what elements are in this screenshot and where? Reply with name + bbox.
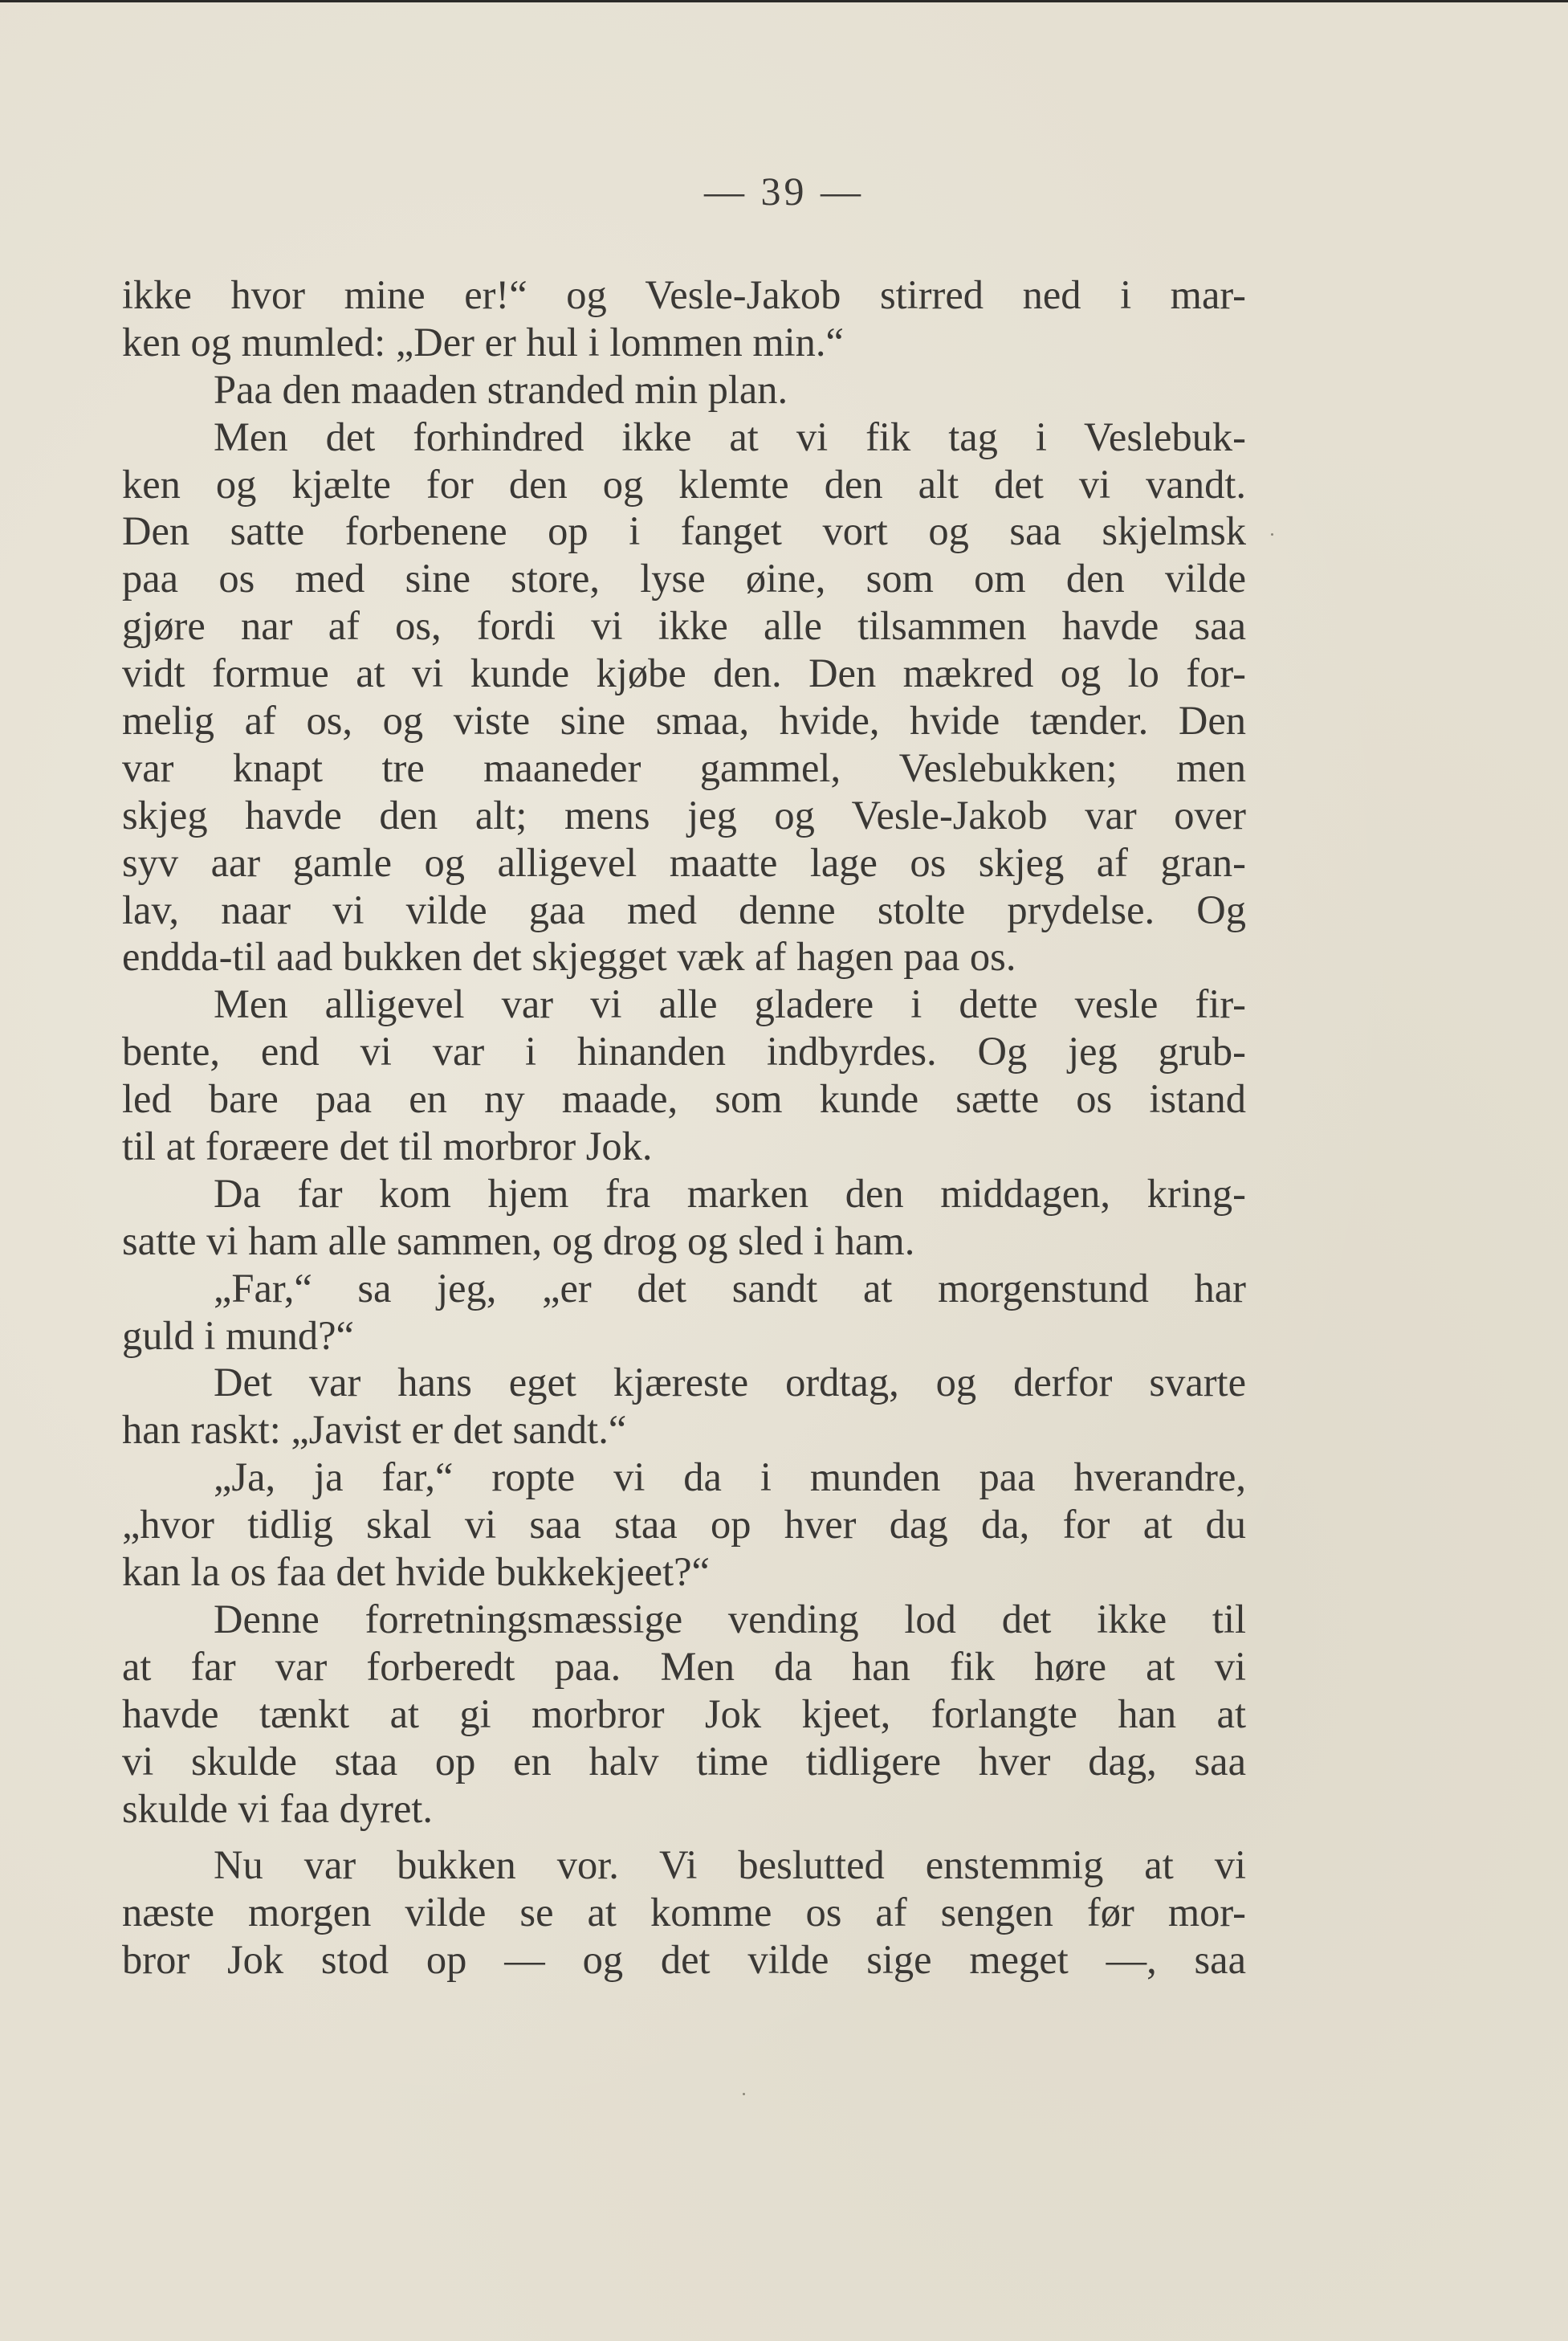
text-line: at far var forberedt paa. Men da han fik høre at vi (122, 1643, 1246, 1689)
text-line: var knapt tre maaneder gammel, Veslebukken; men (122, 744, 1246, 790)
text-line: Da far kom hjem fra marken den middagen, kring- (214, 1170, 1246, 1216)
text-line: paa os med sine store, lyse øine, som om den vilde (122, 556, 1246, 602)
text-line: Men alligevel var vi alle gladere i dette vesle fir- (214, 981, 1246, 1027)
scan-top-edge (0, 0, 1568, 2)
text-line: lav, naar vi vilde gaa med denne stolte prydelse. Og (122, 887, 1246, 932)
text-line: Den satte forbenene op i fanget vort og saa skjelmsk (122, 508, 1246, 554)
text-line: „Ja, ja far,“ ropte vi da i munden paa hverandre, (214, 1454, 1246, 1500)
text-line: led bare paa en ny maade, som kunde sætte os istand (122, 1076, 1246, 1122)
text-line: ikke hvor mine er!“ og Vesle-Jakob stirred ned i mar- (122, 272, 1246, 317)
paper-speck (743, 2093, 745, 2095)
text-line: melig af os, og viste sine smaa, hvide, hvide tænder. Den (122, 698, 1246, 744)
text-line: ken og mumled: „Der er hul i lommen min.“ (122, 319, 844, 365)
text-line: til at foræere det til morbror Jok. (122, 1124, 653, 1169)
text-line: vi skulde staa op en halv time tidligere hver dag, saa (122, 1738, 1246, 1784)
text-line: bente, end vi var i hinanden indbyrdes. Og jeg grub- (122, 1029, 1246, 1075)
text-line: næste morgen vilde se at komme os af sengen før mor- (122, 1890, 1246, 1935)
text-line: „Far,“ sa jeg, „er det sandt at morgenstund har (214, 1265, 1246, 1311)
text-line: guld i mund?“ (122, 1312, 354, 1358)
text-line: Denne forretningsmæssige vending lod det ikke til (214, 1596, 1246, 1642)
text-line: Paa den maaden stranded min plan. (214, 366, 788, 412)
text-line: havde tænkt at gi morbror Jok kjeet, forlangte han at (122, 1690, 1246, 1736)
text-line: kan la os faa det hvide bukkekjeet?“ (122, 1549, 710, 1595)
text-line: ken og kjælte for den og klemte den alt det vi vandt. (122, 461, 1246, 507)
text-line: Det var hans eget kjæreste ordtag, og derfor svarte (214, 1360, 1246, 1405)
text-line: bror Jok stod op — og det vilde sige meget —, saa (122, 1937, 1246, 1983)
text-line: skulde vi faa dyret. (122, 1785, 434, 1831)
text-line: vidt formue at vi kunde kjøbe den. Den mækred og lo for- (122, 651, 1246, 696)
body-text (122, 271, 1246, 1984)
text-line: endda-til aad bukken det skjegget væk af hagen paa os. (122, 934, 1016, 980)
paper-speck (1271, 533, 1273, 536)
text-line: satte vi ham alle sammen, og drog og sled i ham. (122, 1217, 915, 1263)
page-number: — 39 — (704, 169, 864, 214)
text-line: „hvor tidlig skal vi saa staa op hver dag da, for at du (122, 1502, 1246, 1548)
text-line: skjeg havde den alt; mens jeg og Vesle-Jakob var over (122, 792, 1246, 838)
text-line: gjøre nar af os, fordi vi ikke alle tilsammen havde saa (122, 603, 1246, 649)
text-line: han raskt: „Javist er det sandt.“ (122, 1407, 627, 1453)
text-line: syv aar gamle og alligevel maatte lage os skjeg af gran- (122, 839, 1246, 885)
text-line: Men det forhindred ikke at vi fik tag i Veslebuk- (214, 414, 1246, 459)
text-line: Nu var bukken vor. Vi beslutted enstemmig at vi (214, 1842, 1246, 1888)
